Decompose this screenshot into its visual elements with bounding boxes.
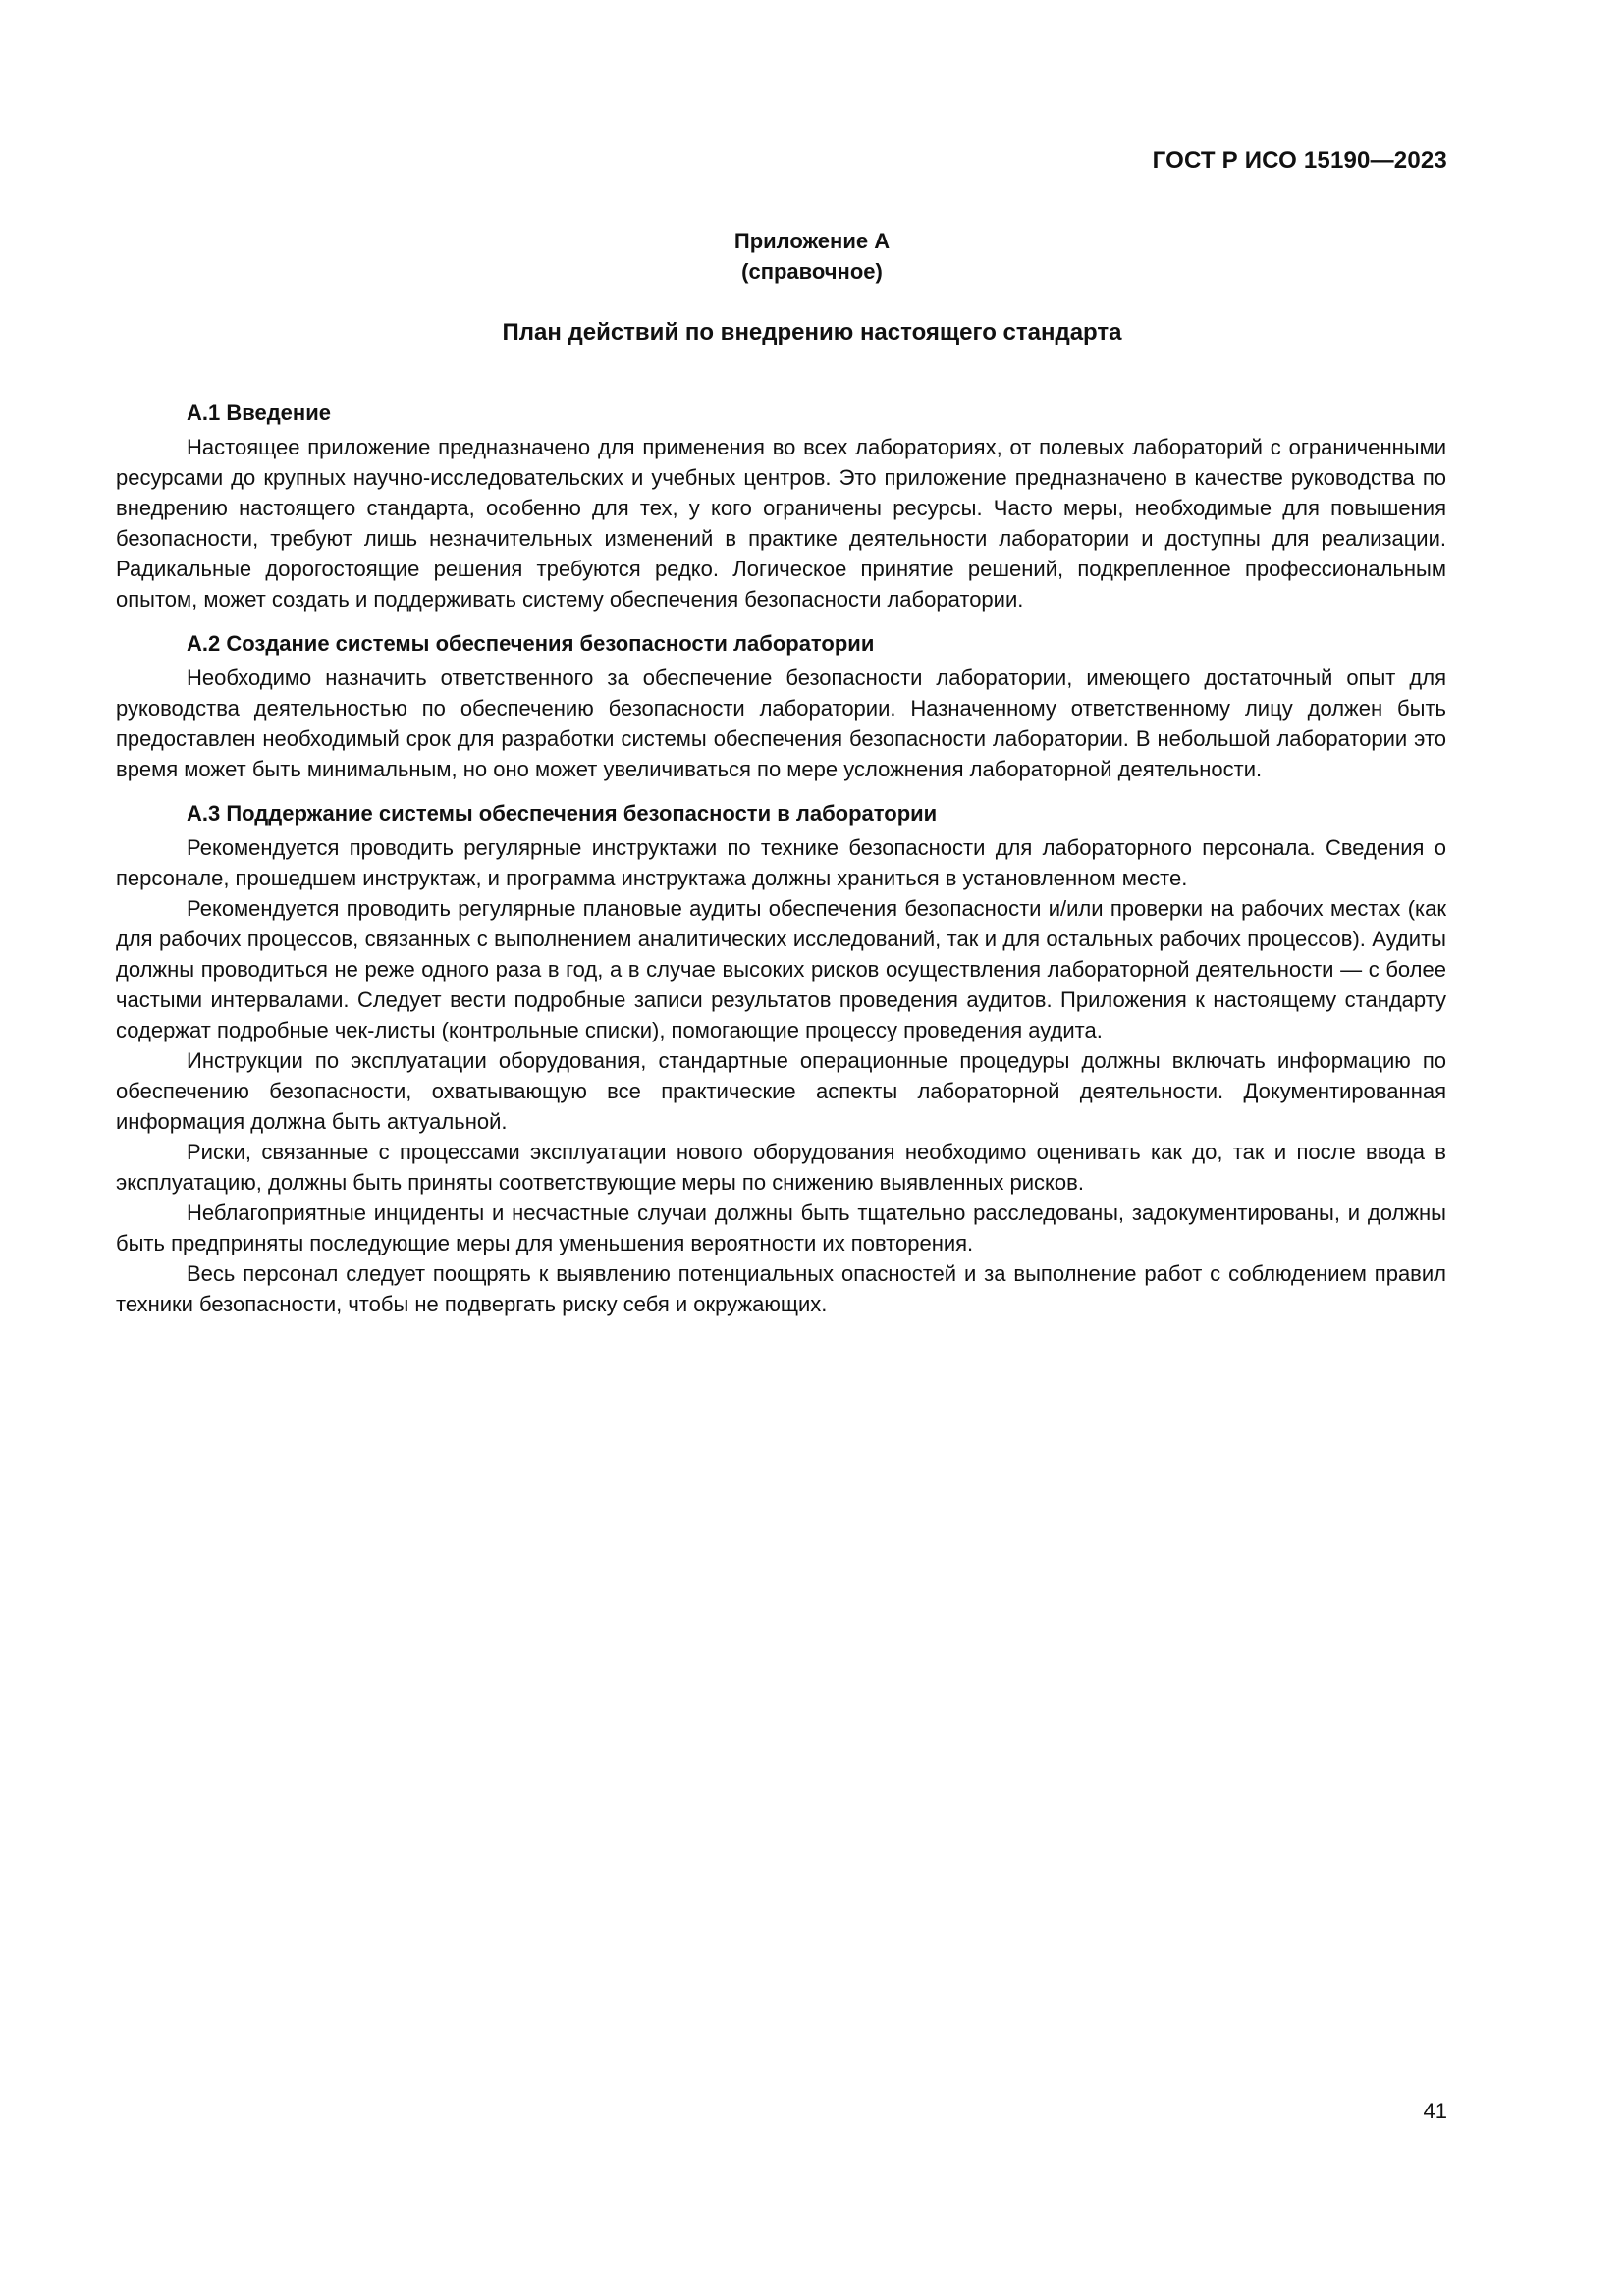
paragraph: Неблагоприятные инциденты и несчастные случаи должны быть тщательно расследованы, задокументированы, и должны быть предприняты последующие меры для уменьшения вероятности их повторения.	[116, 1201, 1446, 1255]
paragraph: Настоящее приложение предназначено для применения во всех лабораториях, от полевых лабораторий с ограниченными ресурсами до крупных научно-исследовательских и учебных центров. Это приложение предназначено в качестве руководства по внедрению настоящего стандарта, особенно для тех, у кого ограничены ресурсы. Часто меры, необходимые для повышения безопасности, требуют лишь незначительных изменений в практике деятельности лаборатории и доступны для реализации. Радикальные дорогостоящие решения требуются редко. Логическое принятие решений, подкрепленное профессиональным опытом, может создать и поддерживать систему обеспечения безопасности лаборатории.	[116, 435, 1446, 612]
paragraph: Риски, связанные с процессами эксплуатации нового оборудования необходимо оценивать как до, так и после ввода в эксплуатацию, должны быть приняты соответствующие меры по снижению выявленных рисков.	[116, 1140, 1446, 1195]
annex-title: План действий по внедрению настоящего стандарта	[502, 319, 1122, 346]
section-a2	[116, 628, 1446, 784]
paragraph: Рекомендуется проводить регулярные плановые аудиты обеспечения безопасности и/или проверки на рабочих местах (как для рабочих процессов, связанных с выполнением аналитических исследований, так и для остальных рабочих процессов). Аудиты должны проводиться не реже одного раза в год, а в случае высоких рисков осуществления лабораторной деятельности — с более частыми интервалами. Следует вести подробные записи результатов проведения аудитов. Приложения к настоящему стандарту содержат подробные чек-листы (контрольные списки), помогающие процессу проведения аудита.	[116, 896, 1446, 1042]
section-heading: А.3 Поддержание системы обеспечения безопасности в лаборатории	[187, 801, 938, 826]
paragraph: Весь персонал следует поощрять к выявлению потенциальных опасностей и за выполнение работ с соблюдением правил техники безопасности, чтобы не подвергать риску себя и окружающих.	[116, 1261, 1446, 1316]
section-heading: А.2 Создание системы обеспечения безопасности лаборатории	[187, 631, 875, 656]
paragraph: Необходимо назначить ответственного за обеспечение безопасности лаборатории, имеющего достаточный опыт для руководства деятельностью по обеспечению безопасности лаборатории. Назначенному ответственному лицу должен быть предоставлен необходимый срок для разработки системы обеспечения безопасности лаборатории. В небольшой лаборатории это время может быть минимальным, но оно может увеличиваться по мере усложнения лабораторной деятельности.	[116, 666, 1446, 781]
annex-header	[0, 226, 1624, 287]
document-code: ГОСТ Р ИСО 15190—2023	[1152, 147, 1447, 174]
section-heading: А.1 Введение	[187, 400, 331, 425]
annex-type: (справочное)	[741, 259, 883, 284]
paragraph: Рекомендуется проводить регулярные инструктажи по технике безопасности для лабораторного персонала. Сведения о персонале, прошедшем инструктаж, и программа инструктажа должны храниться в установленном месте.	[116, 835, 1446, 890]
document-body	[116, 398, 1446, 1333]
section-a3	[116, 798, 1446, 1319]
paragraph: Инструкции по эксплуатации оборудования, стандартные операционные процедуры должны включать информацию по обеспечению безопасности, охватывающую все практические аспекты лабораторной деятельности. Документированная информация должна быть актуальной.	[116, 1048, 1446, 1134]
page-number: 41	[1423, 2099, 1447, 2123]
section-a1	[116, 398, 1446, 614]
annex-label: Приложение А	[733, 229, 891, 253]
